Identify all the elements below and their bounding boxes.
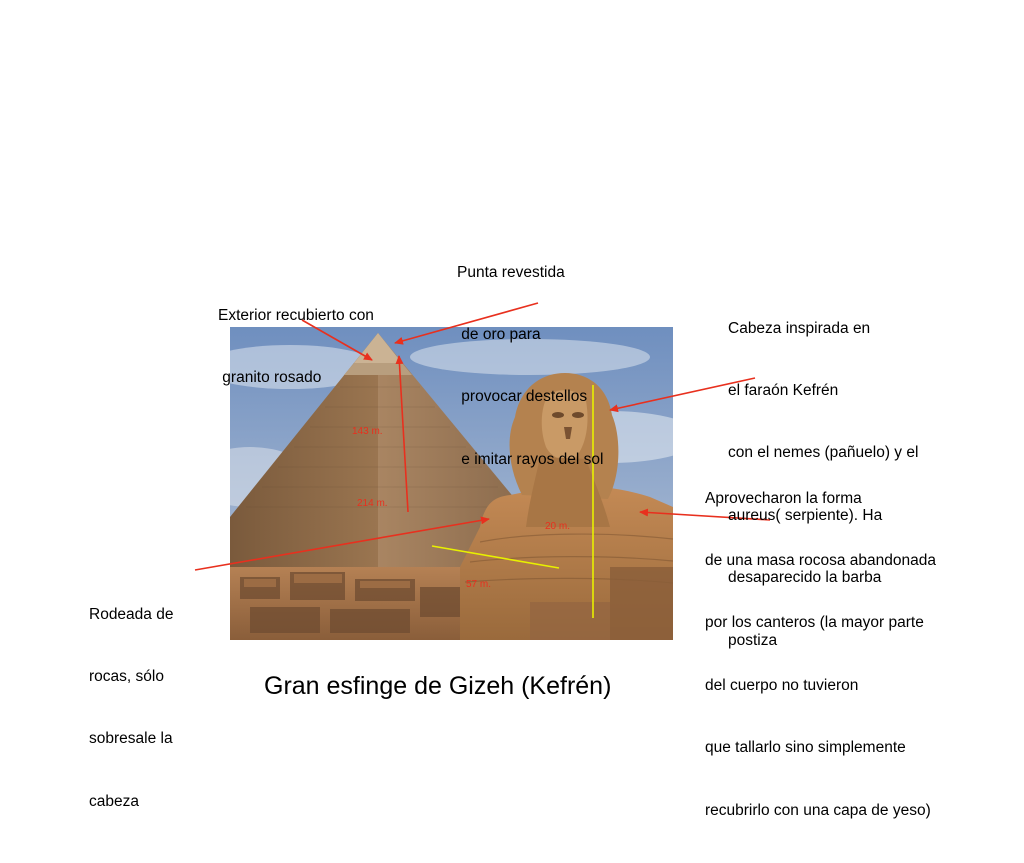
note-exterior-line: Exterior recubierto con xyxy=(218,306,374,324)
note-cabeza-line: postiza xyxy=(728,631,778,649)
note-punta-line: provocar destellos xyxy=(457,388,588,406)
note-rodeada xyxy=(89,563,173,854)
note-rodeada-line: cabeza xyxy=(89,792,139,810)
note-punta-line: Punta revestida xyxy=(457,263,565,281)
note-punta xyxy=(457,221,603,512)
note-exterior-line: granito rosado xyxy=(218,368,322,386)
note-aprovecharon-line: por los canteros (la mayor parte xyxy=(705,614,924,632)
note-aprovecharon-line: que tallarlo sino simplemente xyxy=(705,739,906,757)
measure-pyramid-upper: 143 m. xyxy=(352,426,383,437)
note-aprovecharon-line: Aprovecharon la forma xyxy=(705,489,862,507)
note-aprovecharon xyxy=(705,447,936,863)
note-cabeza-line: con el nemes (pañuelo) y el xyxy=(728,444,919,462)
note-punta-line: e imitar rayos del sol xyxy=(457,450,604,468)
measure-sphinx-height: 20 m. xyxy=(545,521,571,532)
note-aprovecharon-line: recubrirlo con una capa de yeso) xyxy=(705,801,931,819)
note-rodeada-line: sobresale la xyxy=(89,730,173,748)
measure-sphinx-length: 57 m. xyxy=(466,579,492,590)
note-rodeada-line: Rodeada de xyxy=(89,605,174,623)
note-cabeza-line: aureus( serpiente). Ha xyxy=(728,506,883,524)
note-cabeza-line: el faraón Kefrén xyxy=(728,381,839,399)
note-rodeada-line: rocas, sólo xyxy=(89,667,164,685)
note-punta-line: de oro para xyxy=(457,325,541,343)
slide-title: Gran esfinge de Gizeh (Kefrén) xyxy=(264,672,612,700)
note-cabeza-line: Cabeza inspirada en xyxy=(728,319,871,337)
measure-pyramid-lower: 214 m. xyxy=(357,498,388,509)
note-aprovecharon-line: de una masa rocosa abandonada xyxy=(705,551,936,569)
note-aprovecharon-line: del cuerpo no tuvieron xyxy=(705,676,859,694)
note-exterior xyxy=(218,264,374,430)
note-cabeza-line: desaparecido la barba xyxy=(728,569,882,587)
